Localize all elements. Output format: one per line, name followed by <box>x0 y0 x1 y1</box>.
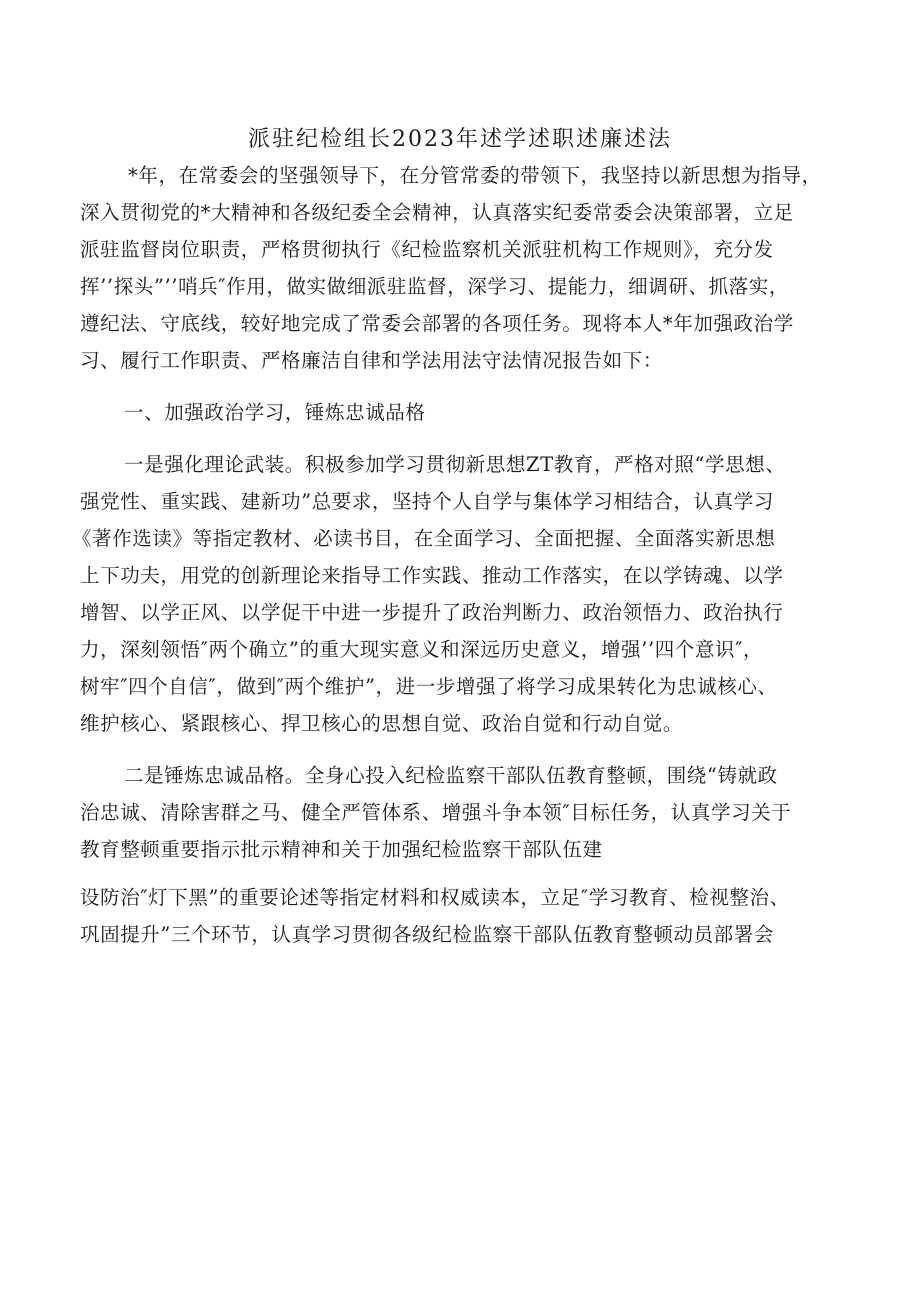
body-line: 上下功夫，用党的创新理论来指导工作实践、推动工作落实，在以学铸魂、以学 <box>80 564 784 587</box>
body-line: 挥’’探头”’’哨兵″作用，做实做细派驻监督，深学习、提能力，细调研、抓落实， <box>80 275 789 298</box>
body-line: 遵纪法、守底线，较好地完成了常委会部署的各项任务。现将本人*年加强政治学 <box>80 312 794 335</box>
body-line: 强党性、重实践、建新功”总要求，坚持个人自学与集体学习相结合，认真学习 <box>80 490 774 513</box>
body-line: 习、履行工作职责、严格廉洁自律和学法用法守法情况报告如下： <box>80 349 663 372</box>
document-title: 派驻纪检组长2023年述学述职述廉述法 <box>248 127 672 152</box>
body-line: *年，在常委会的坚强领导下，在分管常委的带领下，我坚持以新思想为指导， <box>128 164 822 187</box>
body-line: 维护核心、紧跟核心、捍卫核心的思想自觉、政治自觉和行动自觉。 <box>80 712 684 735</box>
body-line: 一是强化理论武装。积极参加学习贯彻新思想ZT教育，严格对照“学思想、 <box>124 453 786 476</box>
body-line: 治忠诚、清除害群之马、健全严管体系、增强斗争本领″目标任务，认真学习关于 <box>80 801 792 824</box>
body-line: 巩固提升”三个环节，认真学习贯彻各级纪检监察干部队伍教育整顿动员部署会 <box>80 923 774 946</box>
body-line: 教育整顿重要指示批示精神和关于加强纪检监察干部队伍建 <box>80 838 603 861</box>
body-line: 力，深刻领悟″两个确立”的重大现实意义和深远历史意义，增强’’四个意识″， <box>80 638 764 661</box>
body-line: 增智、以学正风、以学促干中进一步提升了政治判断力、政治领悟力、政治执行 <box>80 601 784 624</box>
body-line: 设防治″灯下黑”的重要论述等指定材料和权威读本，立足″学习教育、检视整治、 <box>80 886 790 909</box>
body-line: 树牢″四个自信″，做到″两个维护”，进一步增强了将学习成果转化为忠诚核心、 <box>80 675 778 698</box>
section-heading: 一、加强政治学习，锤炼忠诚品格 <box>124 401 426 424</box>
body-line: 深入贯彻党的*大精神和各级纪委全会精神，认真落实纪委常委会决策部署，立足 <box>80 201 794 224</box>
body-line: 二是锤炼忠诚品格。全身心投入纪检监察干部队伍教育整顿，围绕“铸就政 <box>124 764 778 787</box>
body-line: 《著作选读》等指定教材、必读书目，在全面学习、全面把握、全面落实新思想 <box>72 527 776 550</box>
body-line: 派驻监督岗位职责，严格贯彻执行《纪检监察机关派驻机构工作规则》，充分发 <box>80 238 774 261</box>
